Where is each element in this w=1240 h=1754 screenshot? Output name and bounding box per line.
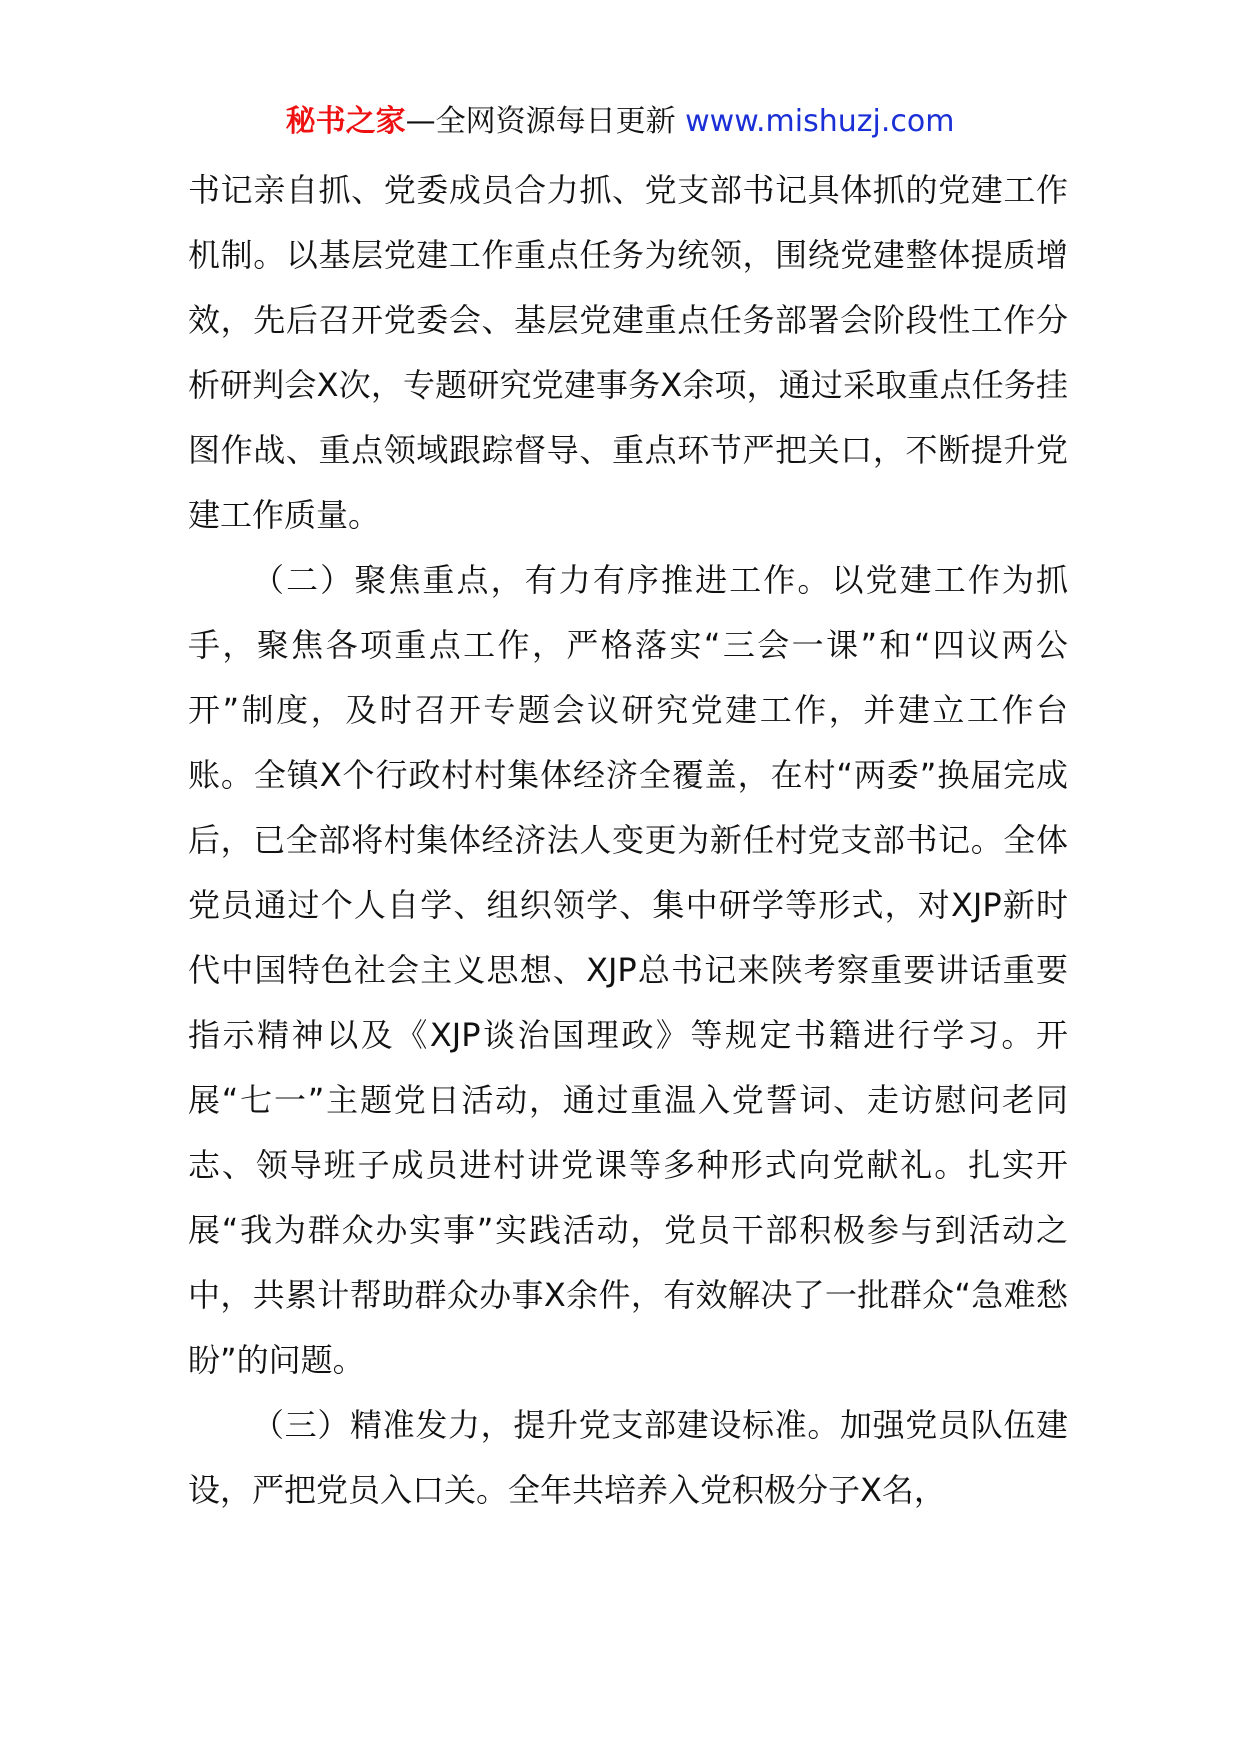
- paragraph-section-three: （三）精准发力，提升党支部建设标准。加强党员队伍建设，严把党员入口关。全年共培养入党积极分子X名，: [188, 1406, 1068, 1509]
- site-url: www.mishuzj.com: [685, 104, 955, 139]
- brand-name: 秘书之家: [285, 104, 406, 139]
- header-tagline: —全网资源每日更新: [405, 104, 686, 139]
- paragraph-section-two: （二）聚焦重点，有力有序推进工作。以党建工作为抓手，聚焦各项重点工作，严格落实“三会一课”和“四议两公开”制度，及时召开专题会议研究党建工作，并建立工作台账。全镇X个行政村村集体经济全覆盖，在村“两委”换届完成后，已全部将村集体经济法人变更为新任村党支部书记。全体党员通过个人自学、组织领学、集中研学等形式，对XJP新时代中国特色社会主义思想、XJP总书记来陕考察重要讲话重要指示精神以及《XJP谈治国理政》等规定书籍进行学习。开展“七一”主题党日活动，通过重温入党誓词、走访慰问老同志、领导班子成员进村讲党课等多种形式向党献礼。扎实开展“我为群众办实事”实践活动，党员干部积极参与到活动之中，共累计帮助群众办事X余件，有效解决了一批群众“急难愁盼”的问题。: [188, 561, 1068, 1379]
- paragraph-continuation: 书记亲自抓、党委成员合力抓、党支部书记具体抓的党建工作机制。以基层党建工作重点任务为统领，围绕党建整体提质增效，先后召开党委会、基层党建重点任务部署会阶段性工作分析研判会X次，专题研究党建事务X余项，通过采取重点任务挂图作战、重点领域跟踪督导、重点环节严把关口，不断提升党建工作质量。: [188, 171, 1068, 534]
- document-body: [188, 158, 1068, 1523]
- site-header: [0, 100, 1240, 144]
